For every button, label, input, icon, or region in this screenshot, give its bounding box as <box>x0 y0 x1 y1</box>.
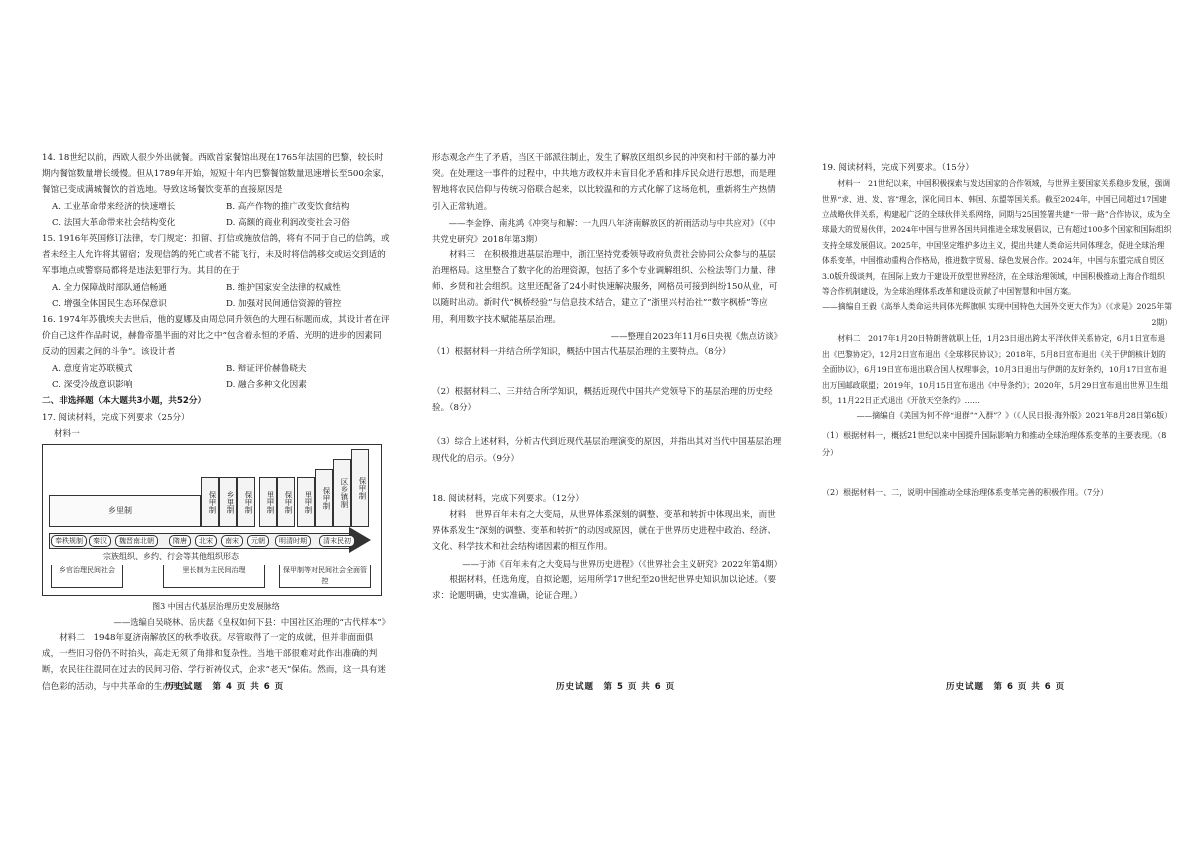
material-3: 材料三 在积极推进基层治理中，浙江坚持党委领导政府负责社会协同公众参与的基层治理格局。这里整合了数字化的治理资源，包括了多个专业调解组织、公检法等门力量、律师、乡贤和社会组织。这里还配备了24小时快速解决服务，网格员可接到纠纷150从业，可以随时出动。新时代“枫桥经验”与信息技术结合，建立了“浙里兴村治社”“数字枫桥”等应用，利用数字技术赋能基层治理。 <box>432 249 778 325</box>
diagram-col-5: 保甲制 <box>277 477 295 527</box>
sub-question-2: （2）根据材料二、三并结合所学知识，概括近现代中国共产党领导下的基层治理的历史经验。（8分） <box>432 387 773 414</box>
sub-question-1: （1）根据材料一并结合所学知识，概括中国古代基层治理的主要特点。（8分） <box>432 346 731 357</box>
q14-option-a[interactable]: A. 工业革命带来经济的快速增长 <box>52 201 176 212</box>
sub-question-1: （1）根据材料一，概括21世纪以来中国提升国际影响力和推动全球治理体系变革的主要表现。（8分） <box>822 431 1167 457</box>
citation-1: ——摘编自王毅《高举人类命运共同体光辉旗帜 实现中国特色大国外交更大作为》（《求是》2025年第2期） <box>822 302 1172 328</box>
era-pill: 秦汉 <box>89 535 111 547</box>
q18-heading: 18. 阅读材料，完成下列要求。（12分） <box>432 493 584 504</box>
citation-3: ——于沛《百年未有之大变局与世界历史进程》（《世界社会主义研究》2022年第4期） <box>462 558 782 569</box>
bottom-band-label: 宗族组织、乡约、行会等其他组织形态 <box>103 551 239 561</box>
page-5-footer: 历史试题 第 5 页 共 6 页 <box>556 682 676 692</box>
page-6 <box>822 160 1172 720</box>
top-band <box>49 495 201 527</box>
page-4-footer: 历史试题 第 4 页 共 6 页 <box>165 682 285 692</box>
diagram-col-9: 保甲制 <box>351 449 369 527</box>
section-heading: 二、非选择题（本大题共3小题，共52分） <box>42 396 207 407</box>
q15-option-a[interactable]: A. 全力保障战时部队通信畅通 <box>52 282 167 293</box>
q16-stem: 16. 1974年苏俄埃夫去世后，他的夏娜及由周总同升领色的大理石标题而成，其设计者在评价自己这件作品时说，赫鲁帝墨半面的对比之中“包含着永恒的矛盾、光明的进步的因素同反动的因素之间的斗争”。该设计者 <box>42 315 390 358</box>
q15-option-d[interactable]: D. 加强对民间通信资源的管控 <box>226 298 342 309</box>
material-1-label: 材料一 <box>54 428 80 439</box>
era-pill: 北宋 <box>195 535 217 547</box>
q14-option-d[interactable]: D. 高额的商业利润改变社会习俗 <box>226 217 350 228</box>
diagram-col-4: 里甲制 <box>259 477 277 527</box>
q15-options <box>42 280 390 312</box>
citation-2: ——整理自2023年11月6日央视《焦点访谈》 <box>610 330 782 341</box>
sub-question-2: （2）根据材料一、二，说明中国推动全球治理体系变革完善的积极作用。（7分） <box>822 487 1109 497</box>
material-1: 材料一 21世纪以来，中国积极探索与发达国家的合作领域，与世界主要国家关系稳步发展，强调世界“求、进、发、容”理念，深化同日本、韩国、东盟等国关系。截至2024年，中国已同超过17国建立战略伙伴关系，构建起广泛的全球伙伴关系网络，同期与25国签署共建“一带一路”合作协议，成为全球最大的贸易伙伴，2024年中国与世界各国共同推进全球发展倡议，已有超过100多个国家和国际组织支持全球发展倡议。2025年，中国坚定维护多边主义，提出共建人类命运共同体理念，促进全球治理体系变革，中国推动重构合作格局，推进数字贸易、绿色发展合作。2024年，中国与东盟完成自贸区3.0版升级谈判，在国际上致力于建设开放型世界经济，在全球治理领域，中国积极推动上海合作组织等合作机制建设，为全球治理体系改革和建设贡献了中国智慧和中国方案。 <box>822 179 1172 297</box>
diagram-col-7: 保甲制 <box>315 469 333 527</box>
q16-option-b[interactable]: B. 辩证评价赫鲁晓夫 <box>226 363 307 374</box>
bracket-1: 乡官治理民间社会 <box>51 565 123 588</box>
page-4 <box>42 150 390 710</box>
diagram-caption: 图3 中国古代基层治理历史发展脉络 <box>152 601 280 611</box>
governance-timeline-diagram <box>42 444 382 596</box>
era-pill: 清末民初 <box>319 535 355 547</box>
era-pill: 奉秩规制 <box>51 535 87 547</box>
material-2-continued: 形态观念产生了矛盾，当区干部派往制止，发生了解放区组织乡民的冲突和村干部的暴力冲突。在处理这一事件的过程中，中共地方政权并未盲目化矛盾和排斥民众进行思想，而是理智地将农民信仰与传统习俗联合起来，以比较温和的方式化解了这场危机，重新将生产热情引入正常轨道。 <box>432 153 776 212</box>
citation-2: ——摘编自《美国为何不停“退群”“入群”？》（《人民日报·海外版》2021年8月28日第6版） <box>856 411 1172 421</box>
q18-material: 材料 世界百年未有之大变局，从世界体系深刻的调整、变革和转折中体现出来，而世界体系发生“深刻的调整、变革和转折”的动因或原因，就在于世界历史进程中政治、经济、文化、科学技术和社会结构诸因素的相互作用。 <box>432 510 776 553</box>
material-2: 材料二 2017年1月20日特朗普就职上任，1月23日退出跨太平洋伙伴关系协定，6月1日宣布退出《巴黎协定》，12月2日宣布退出《全球移民协议》；2018年，5月8日宣布退出《关于伊朗核计划的全面协议》，6月19日宣布退出联合国人权理事会，10月3日退出与伊朗的友好条约，10月17日宣布退出万国邮政联盟；2019年，10月15日宣布退出《中导条约》；2020年，5月29日宣布退出世界卫生组织，11月22日正式退出《开放天空条约》…… <box>822 334 1169 406</box>
q16-option-d[interactable]: D. 融合多种文化因素 <box>226 379 307 390</box>
diagram-col-3: 保甲制 <box>237 477 255 527</box>
diagram-col-2: 乡里制 <box>219 477 237 527</box>
q15-option-c[interactable]: C. 增强全体国民生态环保意识 <box>52 298 167 309</box>
q14-stem: 14. 18世纪以前，西欧人很少外出就餐。西欧首家餐馆出现在1765年法国的巴黎，较长时期内餐馆数量增长缓慢。但从1789年开始，短短十年内巴黎餐馆数量迅速增长至500余家，餐馆已变成满城餐饮的首选地。导致这场餐饮变革的直接原因是 <box>42 153 390 196</box>
page-6-footer: 历史试题 第 6 页 共 6 页 <box>946 682 1066 692</box>
q18-requirement: 根据材料，任选角度，自拟论题，运用所学17世纪至20世纪世界史知识加以论述。（要求：论题明确，史实准确，论证合理。） <box>432 574 777 601</box>
q16-option-a[interactable]: A. 意度肯定苏联模式 <box>52 363 133 374</box>
q16-option-c[interactable]: C. 深受冷战意识影响 <box>52 379 133 390</box>
diagram-col-1: 保甲制 <box>201 477 219 527</box>
era-pill: 隋唐 <box>169 535 191 547</box>
diagram-col-6: 里甲制 <box>297 477 315 527</box>
page-5 <box>432 150 782 710</box>
era-pill: 明清时期 <box>275 535 311 547</box>
era-pill: 魏晋南北朝 <box>115 535 158 547</box>
sub-question-3: （3）综合上述材料，分析古代到近现代基层治理演变的原因，并指出其对当代中国基层治理现代化的启示。（9分） <box>432 437 782 464</box>
q14-options <box>42 199 390 231</box>
diagram-citation: ——选编自吴晓林、岳庆磊《皇权如何下县：中国社区治理的“古代样本”》 <box>113 616 390 627</box>
material-2: 材料二 1948年夏济南解放区的秋季收获。尽管取得了一定的成就，但并非面面俱成，一些旧习俗仍不时抬头，高走无须了角排和复杂性。当地干部很难对此作出准确的判断，农民往往混同在过去的民间习俗、学行祈祷仪式，企求“老天”保佑。然而，这一具有迷信色彩的活动，与中共革命的生产理念、 <box>42 632 386 692</box>
q15-stem: 15. 1916年英国修订法律，专门规定：扣留、打信或施放信鸽，将有不同于自己的信鸽，或者未经主人允许将其留宿；发现信鸽的死亡或者不能飞行，未及时将信鸽移交或运交到适的军事地点或警察局都将是违法犯罪行为。其目的在于 <box>42 234 390 277</box>
era-pill: 南宋 <box>221 535 243 547</box>
citation-1: ——李金铮、南兆鸿《冲突与和解：一九四八年济南解放区的祈雨活动与中共应对》（《中共党史研究》2018年第3期） <box>432 217 776 244</box>
q14-option-c[interactable]: C. 法国大革命带来社会结构变化 <box>52 217 176 228</box>
q19-heading: 19. 阅读材料，完成下列要求。（15分） <box>822 163 974 173</box>
q16-options <box>42 361 390 393</box>
bracket-2: 里长制为主民间治理 <box>163 565 265 588</box>
q14-option-b[interactable]: B. 高产作物的推广改变饮食结构 <box>226 201 350 212</box>
diagram-col-8: 区乡镇制 <box>333 459 351 527</box>
q15-option-b[interactable]: B. 维护国家安全法律的权威性 <box>226 282 341 293</box>
bracket-3: 保甲制等对民间社会全面管控 <box>279 565 371 588</box>
era-pill: 元朝 <box>247 535 269 547</box>
q17-heading: 17. 阅读材料，完成下列要求（25分） <box>42 412 190 423</box>
top-band-label: 乡里制 <box>108 505 132 515</box>
